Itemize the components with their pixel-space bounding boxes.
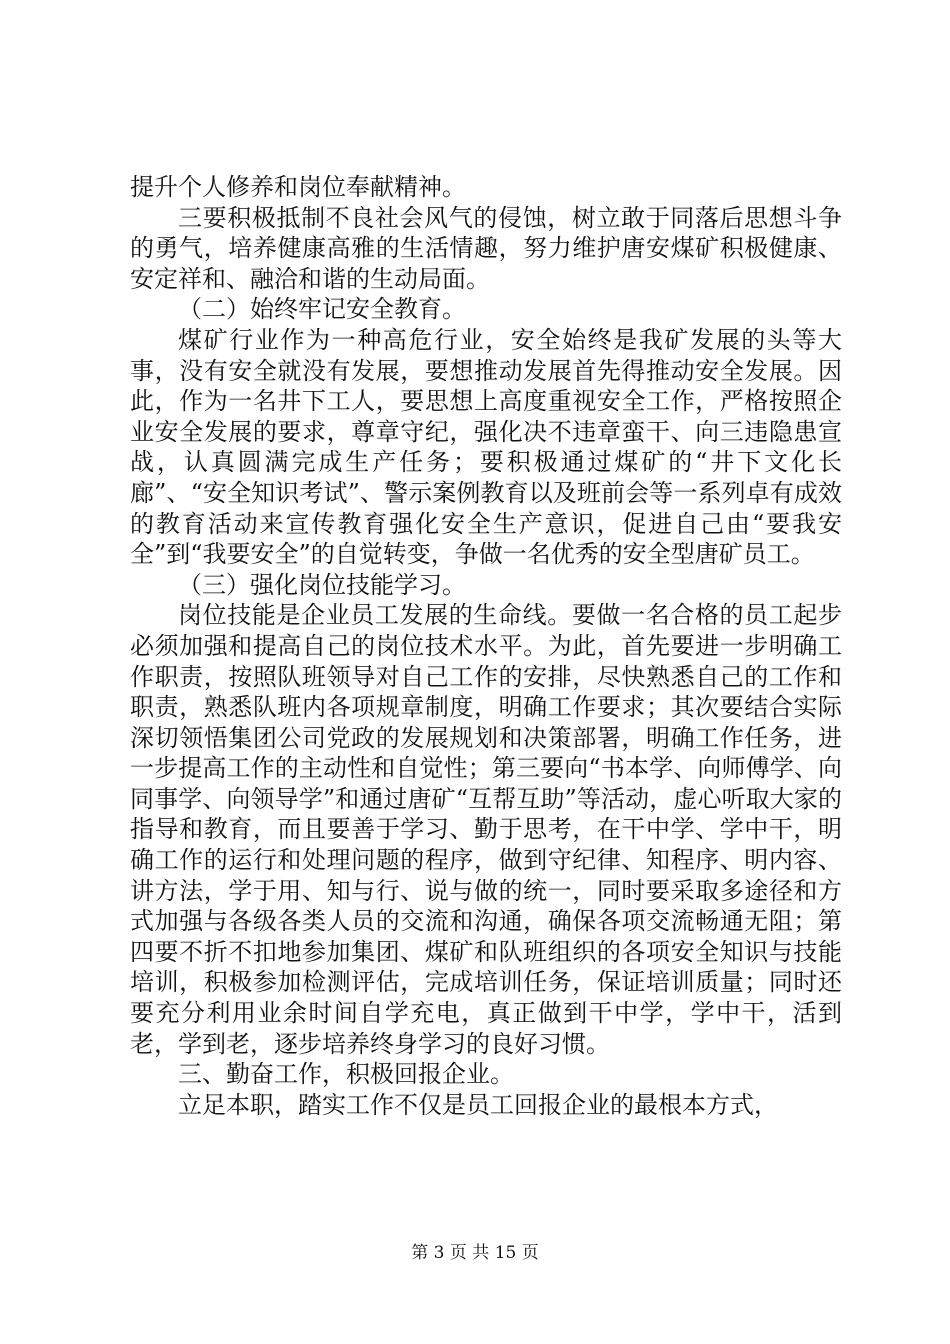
paragraph-continuation: 提升个人修养和岗位奉献精神。 xyxy=(130,173,466,201)
document-body xyxy=(130,172,842,1120)
page-number-footer: 第 3 页 共 15 页 xyxy=(411,1243,539,1263)
paragraph-social-atmosphere: 三要积极抵制不良社会风气的侵蚀，树立敢于同落后思想斗争的勇气，培养健康高雅的生活情趣，努力维护唐安煤矿积极健康、安定祥和、融洽和谐的生动局面。 xyxy=(130,203,842,293)
section-heading-safety-education: （二）始终牢记安全教育。 xyxy=(178,295,466,324)
paragraph-skill-learning: 岗位技能是企业员工发展的生命线。要做一名合格的员工起步必须加强和提高自己的岗位技术水平。为此，首先要进一步明确工作职责，按照队班领导对自己工作的安排，尽快熟悉自己的工作和职责，熟悉队班内各项规章制度，明确工作要求；其次要结合实际深切领悟集团公司党政的发展规划和决策部署，明确工作任务，进一步提高工作的主动性和自觉性；第三要向“书本学、向师傅学、向同事学、向领导学”和通过唐矿“互帮互助”等活动，虚心听取大家的指导和教育，而且要善于学习、勤于思考，在干中学、学中干，明确工作的运行和处理问题的程序，做到守纪律、知程序、明内容、讲方法，学于用、知与行、说与做的统一，同时要采取多途径和方式加强与各级各类人员的交流和沟通，确保各项交流畅通无阻；第四要不折不扣地参加集团、煤矿和队班组织的各项安全知识与技能培训，积极参加检测评估，完成培训任务，保证培训质量；同时还要充分利用业余时间自学充电，真正做到干中学，学中干，活到老，学到老，逐步培养终身学习的良好习惯。 xyxy=(130,601,842,1058)
section-heading-skill-learning: （三）强化岗位技能学习。 xyxy=(178,570,466,599)
section-heading-diligent-work: 三、勤奋工作，积极回报企业。 xyxy=(178,1060,514,1089)
paragraph-safety-education: 煤矿行业作为一种高危行业，安全始终是我矿发展的头等大事，没有安全就没有发展，要想推动发展首先得推动安全发展。因此，作为一名井下工人，要思想上高度重视安全工作，严格按照企业安全发展的要求，尊章守纪，强化决不违章蛮干、向三违隐患宣战，认真圆满完成生产任务；要积极通过煤矿的“井下文化长廊”、“安全知识考试”、警示案例教育以及班前会等一系列卓有成效的教育活动来宣传教育强化安全生产意识，促进自己由“要我安全”到“我要安全”的自觉转变，争做一名优秀的安全型唐矿员工。 xyxy=(130,325,842,569)
paragraph-diligent-work: 立足本职，踏实工作不仅是员工回报企业的最根本方式， xyxy=(178,1090,778,1119)
